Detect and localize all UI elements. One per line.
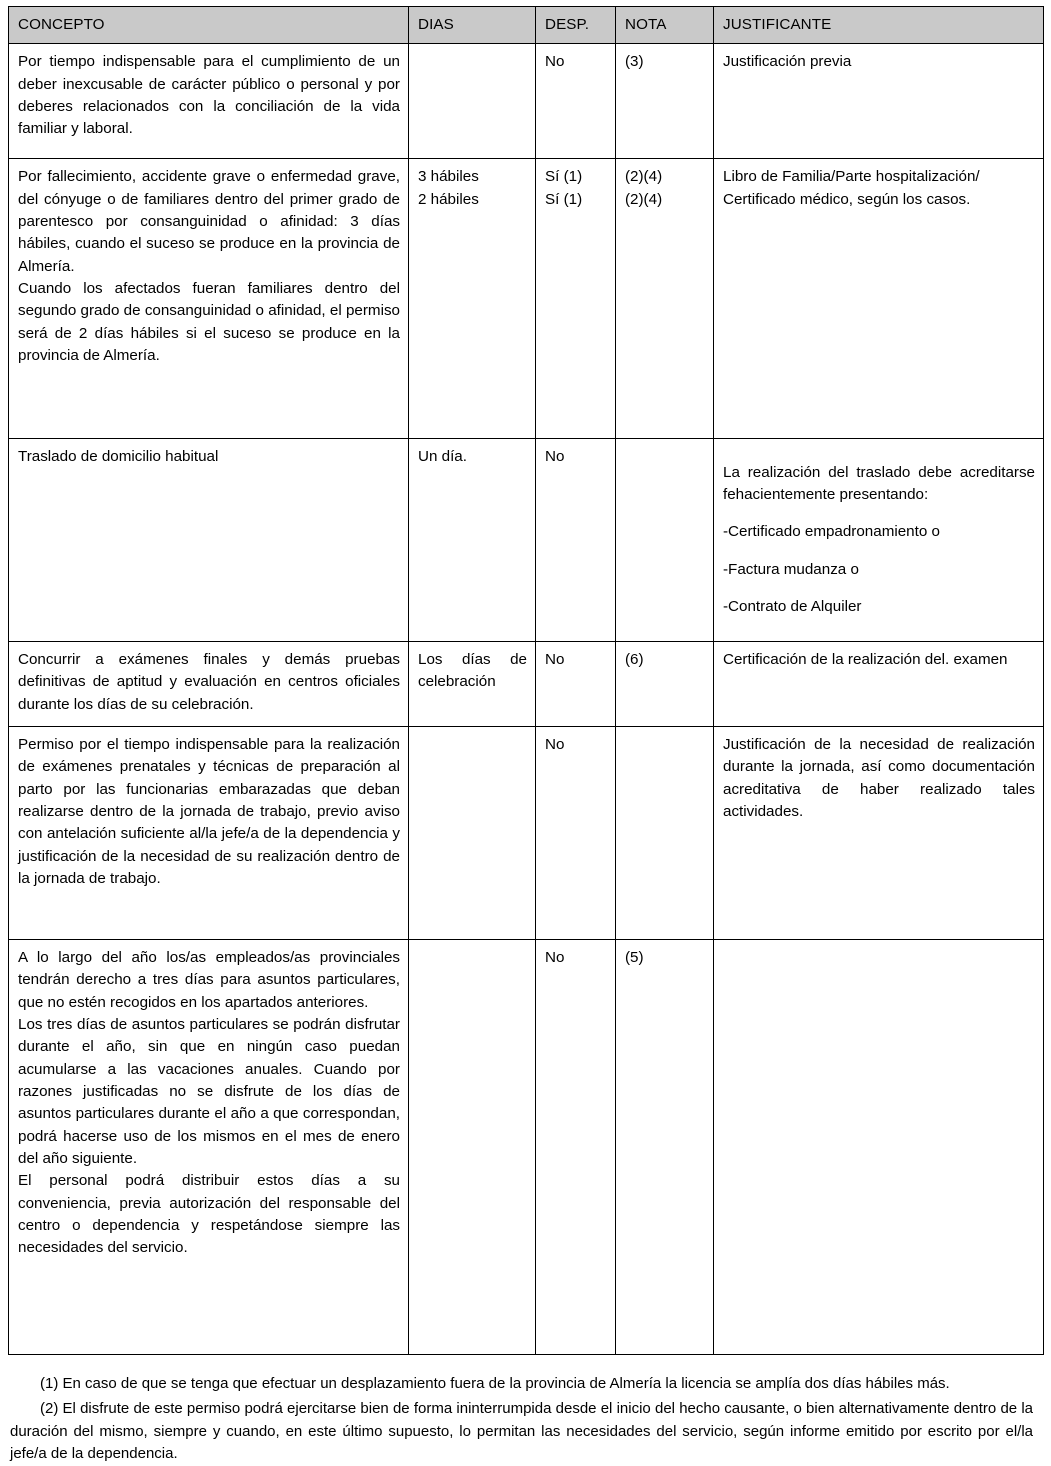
dias-line-2: 2 hábiles: [418, 190, 479, 208]
column-header-desp: DESP.: [536, 7, 616, 44]
concepto-paragraph-2: Cuando los afectados fueran familiares dentro del segundo grado de consanguinidad o afinidad, el permiso será de 2 días hábiles si el suceso se produce en la provincia de Almería.: [18, 280, 400, 365]
cell-nota: [616, 439, 714, 642]
cell-justificante: [714, 439, 1044, 642]
table-row: [9, 439, 1044, 642]
column-header-dias: DIAS: [409, 7, 536, 44]
cell-justificante: [714, 940, 1044, 1355]
cell-dias: [409, 727, 536, 940]
justificante-paragraph-1: La realización del traslado debe acreditarse fehacientemente presentando:: [723, 463, 1035, 503]
cell-concepto: [9, 727, 409, 940]
table-row: [9, 940, 1044, 1355]
desp-line-1: Sí (1): [545, 168, 583, 186]
table-row: [9, 642, 1044, 727]
cell-concepto: [9, 159, 409, 439]
table-body: [9, 44, 1044, 1355]
concepto-paragraph-1: A lo largo del año los/as empleados/as provinciales tendrán derecho a tres días para asuntos particulares, que no estén recogidos en los apartados anteriores.: [18, 949, 400, 1011]
concepto-text: Concurrir a exámenes finales y demás pruebas definitivas de aptitud y evaluación en centros oficiales durante los días de su celebración.: [18, 651, 400, 713]
cell-concepto: [9, 44, 409, 159]
concepto-text: Por tiempo indispensable para el cumplimiento de un deber inexcusable de carácter público o personal y por deberes relacionados con la conciliación de la vida familiar y laboral.: [18, 53, 400, 138]
justificante-item-1: -Certificado empadronamiento o: [723, 523, 940, 541]
footnote-2: (2) El disfrute de este permiso podrá ejercitarse bien de forma ininterrumpida desde el inicio del hecho causante, o bien alternativamente dentro de la duración del mismo, siempre y cuando, en este último supuesto, lo permitan las necesidades del servicio, según informe emitido por escrito por el/la jefe/a de la dependencia.: [10, 1399, 1033, 1463]
footnotes-section: [8, 1373, 1043, 1466]
justificante-text: Certificación de la realización del. examen: [723, 651, 1008, 668]
concepto-paragraph-2: Los tres días de asuntos particulares se podrán disfrutar durante el año, sin que en ningún caso puedan acumularse a las vacaciones anuales. Cuando por razones justificadas no se disfrute de los días de asuntos particulares durante el año a que correspondan, podrá hacerse uso de los mismos en el mes de enero del año siguiente.: [18, 1016, 400, 1168]
column-header-concepto: CONCEPTO: [9, 7, 409, 44]
table-row: [9, 159, 1044, 439]
table-row: [9, 727, 1044, 940]
cell-nota: (6): [616, 642, 714, 727]
concepto-paragraph-3: El personal podrá distribuir estos días a su conveniencia, previa autorización del responsable del centro o dependencia y respetándose siempre las necesidades del servicio.: [18, 1172, 400, 1257]
cell-concepto: [9, 642, 409, 727]
cell-desp: [536, 159, 616, 439]
cell-dias: [409, 642, 536, 727]
cell-nota: (3): [616, 44, 714, 159]
cell-desp: No: [536, 727, 616, 940]
cell-desp: No: [536, 940, 616, 1355]
table-row: [9, 44, 1044, 159]
concepto-paragraph-1: Por fallecimiento, accidente grave o enfermedad grave, del cónyuge o de familiares dentro del primer grado de parentesco por consanguinidad o afinidad: 3 días hábiles, cuando el suceso se produce en la provincia de Almería.: [18, 168, 400, 275]
footnote-1: (1) En caso de que se tenga que efectuar un desplazamiento fuera de la provincia de Almería la licencia se amplía dos días hábiles más.: [40, 1375, 950, 1392]
cell-dias: Un día.: [409, 439, 536, 642]
desp-line-2: Sí (1): [545, 190, 583, 208]
justificante-text: Justificación de la necesidad de realización durante la jornada, así como documentación acreditativa de haber realizado tales actividades.: [723, 736, 1035, 821]
cell-dias: [409, 159, 536, 439]
cell-nota: (5): [616, 940, 714, 1355]
column-header-justificante: JUSTIFICANTE: [714, 7, 1044, 44]
cell-justificante: [714, 727, 1044, 940]
table-header-row: [9, 7, 1044, 44]
cell-desp: No: [536, 642, 616, 727]
concepto-text: Permiso por el tiempo indispensable para la realización de exámenes prenatales y técnicas de preparación al parto por las funcionarias embarazadas que deban realizarse dentro de la jornada de trabajo, previo aviso con antelación suficiente al/la jefe/a de la dependencia y justificación de la necesidad de su realización dentro de la jornada de trabajo.: [18, 736, 400, 888]
cell-concepto: [9, 940, 409, 1355]
cell-dias: [409, 940, 536, 1355]
nota-line-2: (2)(4): [625, 190, 663, 208]
cell-concepto: [9, 439, 409, 642]
dias-line-1: 3 hábiles: [418, 168, 479, 186]
concepto-text: Traslado de domicilio habitual: [18, 448, 219, 466]
cell-dias: [409, 44, 536, 159]
cell-justificante: Libro de Familia/Parte hospitalización/ Certificado médico, según los casos.: [714, 159, 1044, 439]
column-header-nota: NOTA: [616, 7, 714, 44]
cell-justificante: Justificación previa: [714, 44, 1044, 159]
table-header: [9, 7, 1044, 44]
cell-desp: No: [536, 44, 616, 159]
justificante-item-2: -Factura mudanza o: [723, 560, 859, 578]
permissions-table: [8, 6, 1044, 1355]
dias-text: Los días de celebración: [418, 651, 527, 691]
cell-nota: [616, 159, 714, 439]
justificante-item-3: -Contrato de Alquiler: [723, 598, 862, 616]
cell-nota: [616, 727, 714, 940]
cell-desp: No: [536, 439, 616, 642]
nota-line-1: (2)(4): [625, 168, 663, 186]
cell-justificante: [714, 642, 1044, 727]
